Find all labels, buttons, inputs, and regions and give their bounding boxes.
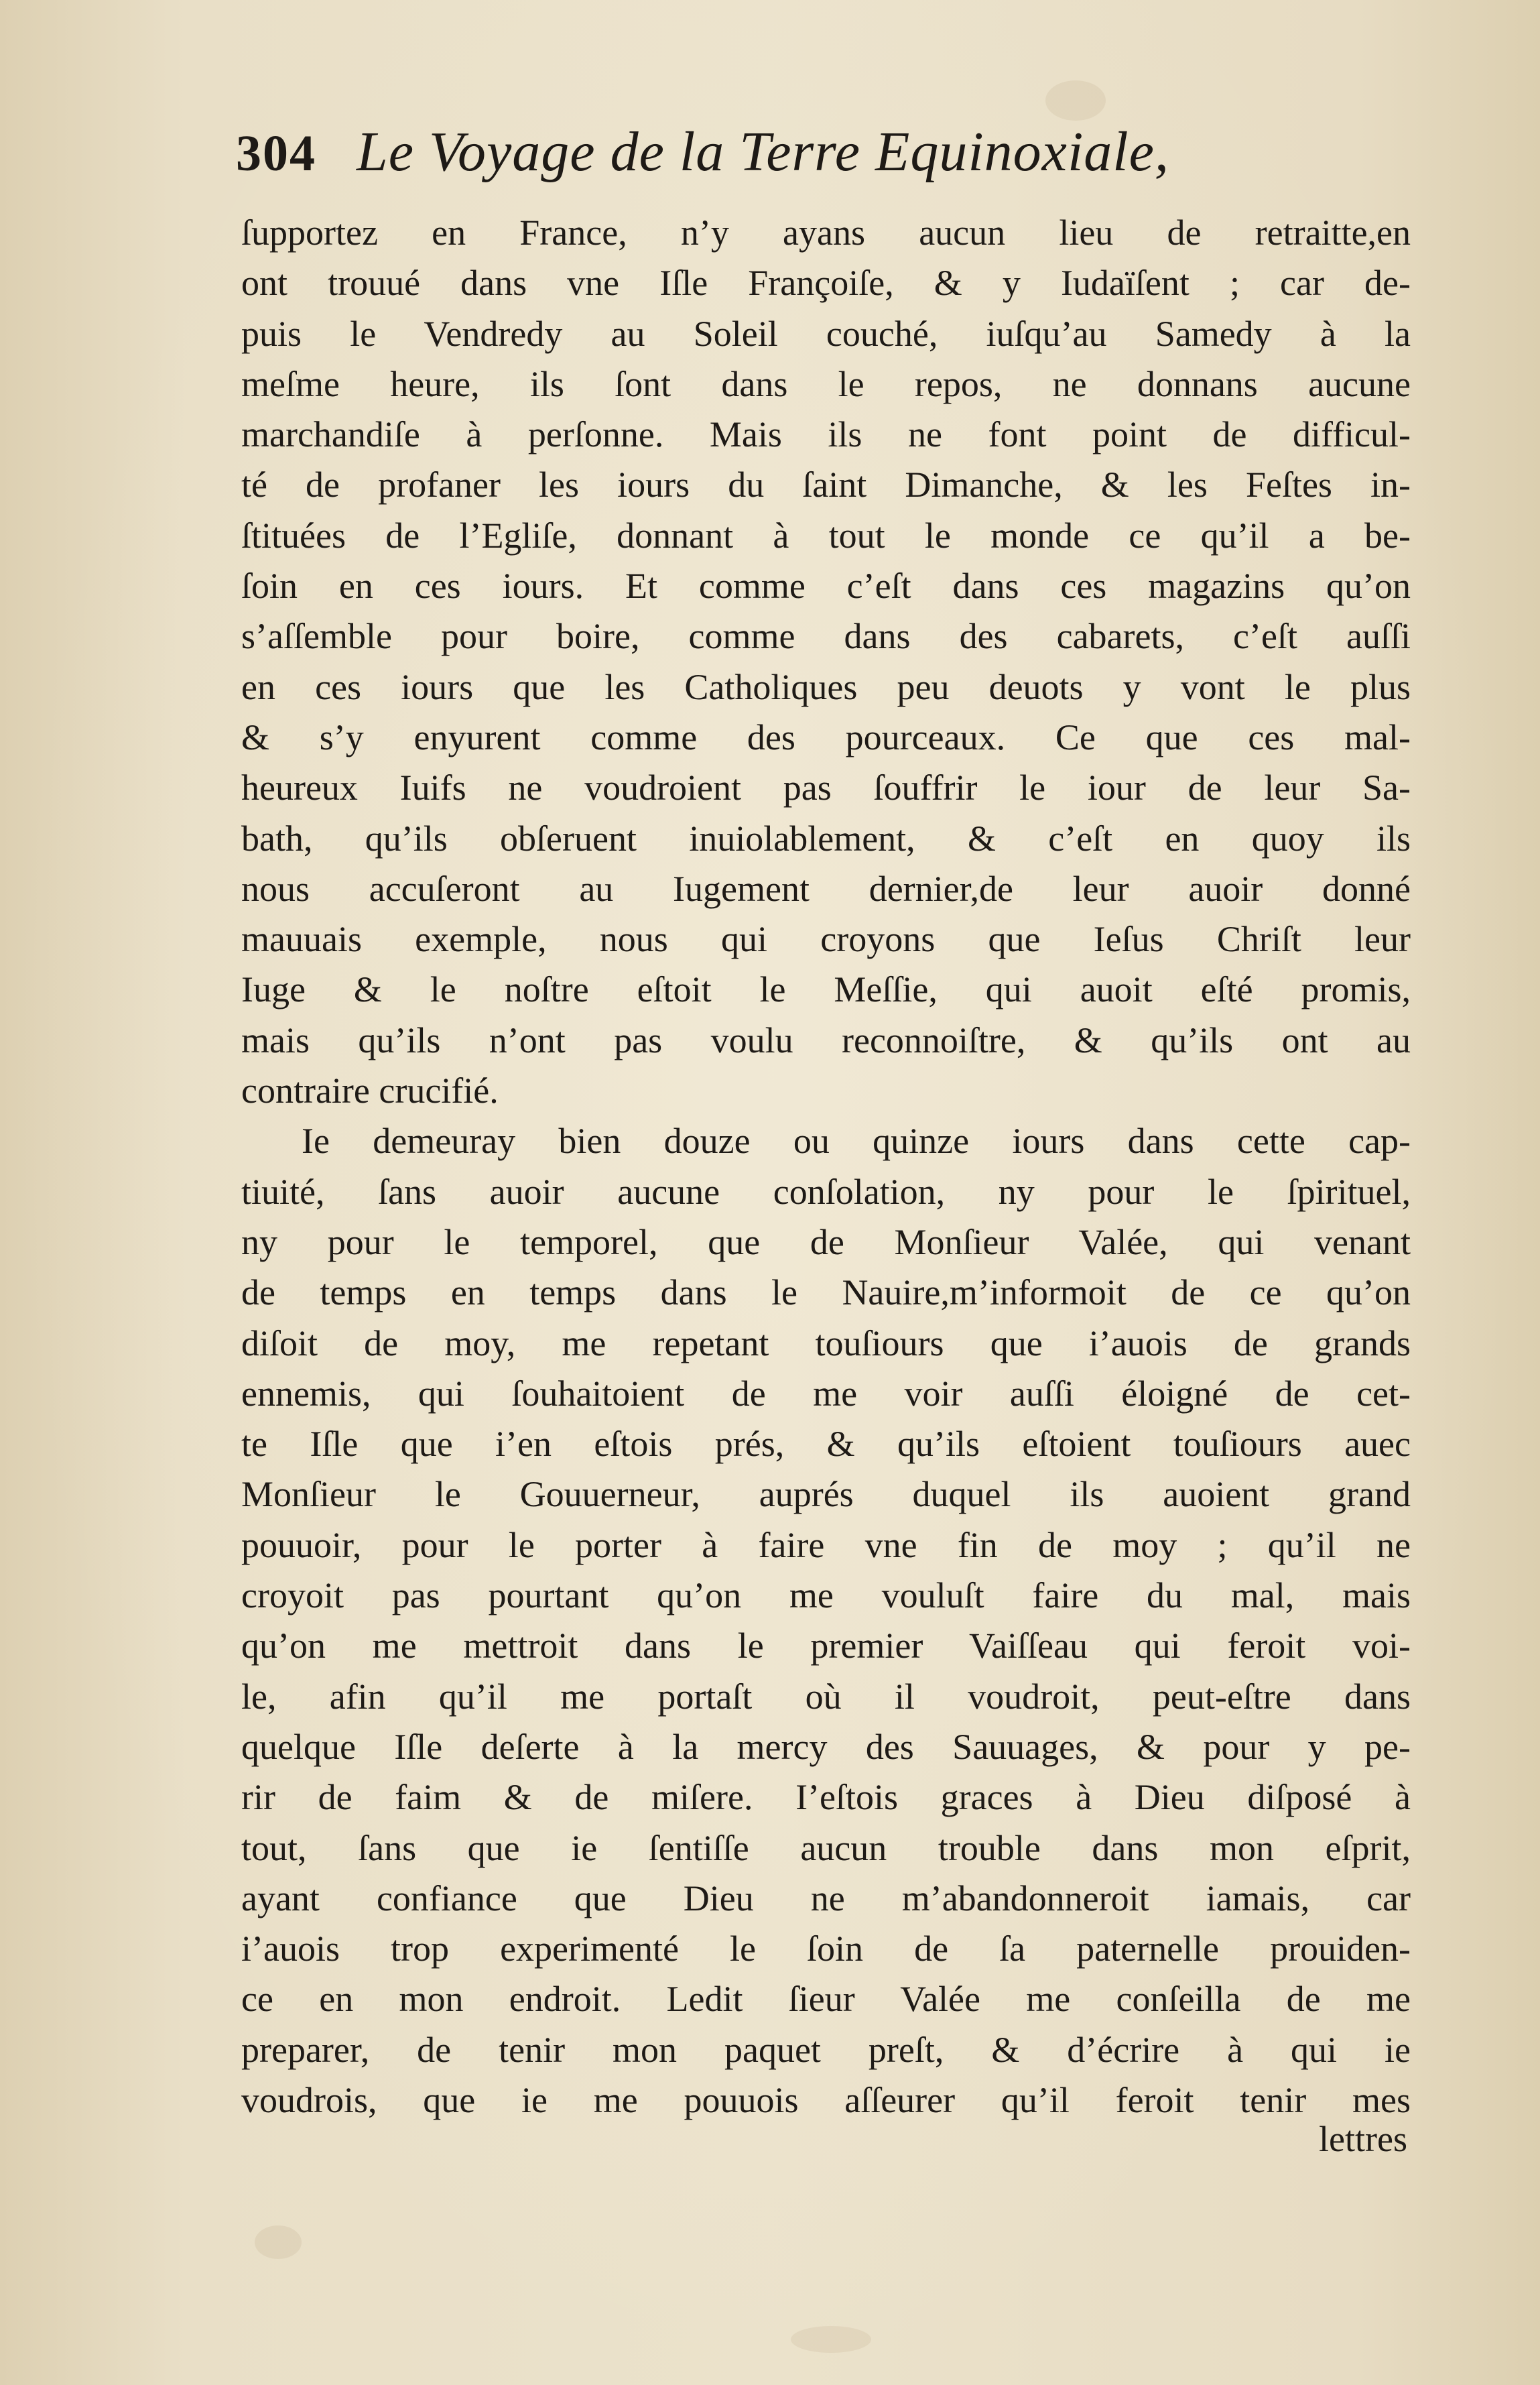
text-line: tiuité, ſans auoir aucune conſolation, ny pour le ſpirituel, — [241, 1171, 1411, 1212]
text-line: Monſieur le Gouuerneur, auprés duquel ils auoient grand — [241, 1474, 1411, 1515]
text-line: heureux Iuifs ne voudroient pas ſouffrir le iour de leur Sa- — [241, 768, 1411, 808]
text-line: contraire crucifié. — [241, 1071, 499, 1111]
paper-stain — [1045, 80, 1106, 121]
text-line: qu’on me mettroit dans le premier Vaiſſeau qui feroit voi- — [241, 1626, 1411, 1666]
text-line: preparer, de tenir mon paquet preſt, & d’écrire à qui ie — [241, 2029, 1411, 2070]
text-line: voudrois, que ie me pouuois aſſeurer qu’il feroit tenir mes — [241, 2079, 1411, 2120]
text-line: tout, ſans que ie ſentiſſe aucun trouble dans mon eſprit, — [241, 1827, 1411, 1868]
text-line: ſupportez en France, n’y ayans aucun lieu de retraitte,en — [241, 212, 1411, 253]
text-line: ny pour le temporel, que de Monſieur Valée, qui venant — [241, 1221, 1411, 1262]
text-line: s’aſſemble pour boire, comme dans des cabarets, c’eſt auſſi — [241, 616, 1411, 657]
text-line: ont trouué dans vne Iſle Françoiſe, & y Iudaïſent ; car de- — [241, 263, 1411, 304]
text-line: i’auois trop experimenté le ſoin de ſa paternelle prouiden- — [241, 1929, 1411, 1969]
text-line: puis le Vendredy au Soleil couché, iuſqu’au Samedy à la — [241, 313, 1411, 354]
text-line: mais qu’ils n’ont pas voulu reconnoiſtre, & qu’ils ont au — [241, 1020, 1411, 1060]
text-line: pouuoir, pour le porter à faire vne fin de moy ; qu’il ne — [241, 1524, 1411, 1565]
text-line: té de profaner les iours du ſaint Dimanche, & les Feſtes in- — [241, 465, 1411, 505]
text-line: croyoit pas pourtant qu’on me vouluſt faire du mal, mais — [241, 1575, 1411, 1616]
text-line: ce en mon endroit. Ledit ſieur Valée me conſeilla de me — [241, 1979, 1411, 2020]
text-line: meſme heure, ils ſont dans le repos, ne donnans aucune — [241, 363, 1411, 404]
text-line: ſtituées de l’Egliſe, donnant à tout le monde ce qu’il a be- — [241, 515, 1411, 556]
text-line: mauuais exemple, nous qui croyons que Ieſus Chriſt leur — [241, 919, 1411, 960]
page-header — [236, 119, 1281, 200]
page-number: 304 — [236, 125, 316, 182]
paper-stain — [791, 2326, 871, 2353]
paper-stain — [255, 2225, 302, 2259]
text-line: ayant confiance que Dieu ne m’abandonneroit iamais, car — [241, 1878, 1411, 1918]
text-line: Iuge & le noſtre eſtoit le Meſſie, qui auoit eſté promis, — [241, 969, 1411, 1010]
text-line: quelque Iſle deſerte à la mercy des Sauuages, & pour y pe- — [241, 1726, 1411, 1767]
text-line: bath, qu’ils obſeruent inuiolablement, & c’eſt en quoy ils — [241, 818, 1411, 859]
text-line: en ces iours que les Catholiques peu deuots y vont le plus — [241, 666, 1411, 707]
body-text — [241, 208, 1411, 2126]
text-line: te Iſle que i’en eſtois prés, & qu’ils eſtoient touſiours auec — [241, 1424, 1411, 1465]
text-line: ennemis, qui ſouhaitoient de me voir auſſi éloigné de cet- — [241, 1373, 1411, 1414]
catchword: lettres — [1319, 2119, 1407, 2159]
text-line: rir de faim & de miſere. I’eſtois graces à Dieu diſposé à — [241, 1777, 1411, 1818]
text-line: le, afin qu’il me portaſt où il voudroit, peut-eſtre dans — [241, 1676, 1411, 1717]
text-line: nous accuſeront au Iugement dernier,de leur auoir donné — [241, 868, 1411, 909]
text-line: ſoin en ces iours. Et comme c’eſt dans ces magazins qu’on — [241, 566, 1411, 607]
text-line: Ie demeuray bien douze ou quinze iours dans cette cap- — [302, 1121, 1411, 1162]
text-line: diſoit de moy, me repetant touſiours que i’auois de grands — [241, 1323, 1411, 1363]
text-line: de temps en temps dans le Nauire,m’informoit de ce qu’on — [241, 1272, 1411, 1313]
running-title: Le Voyage de la Terre Equinoxiale, — [357, 121, 1169, 183]
text-line: & s’y enyurent comme des pourceaux. Ce que ces mal- — [241, 717, 1411, 757]
text-line: marchandiſe à perſonne. Mais ils ne font point de difficul- — [241, 414, 1411, 455]
